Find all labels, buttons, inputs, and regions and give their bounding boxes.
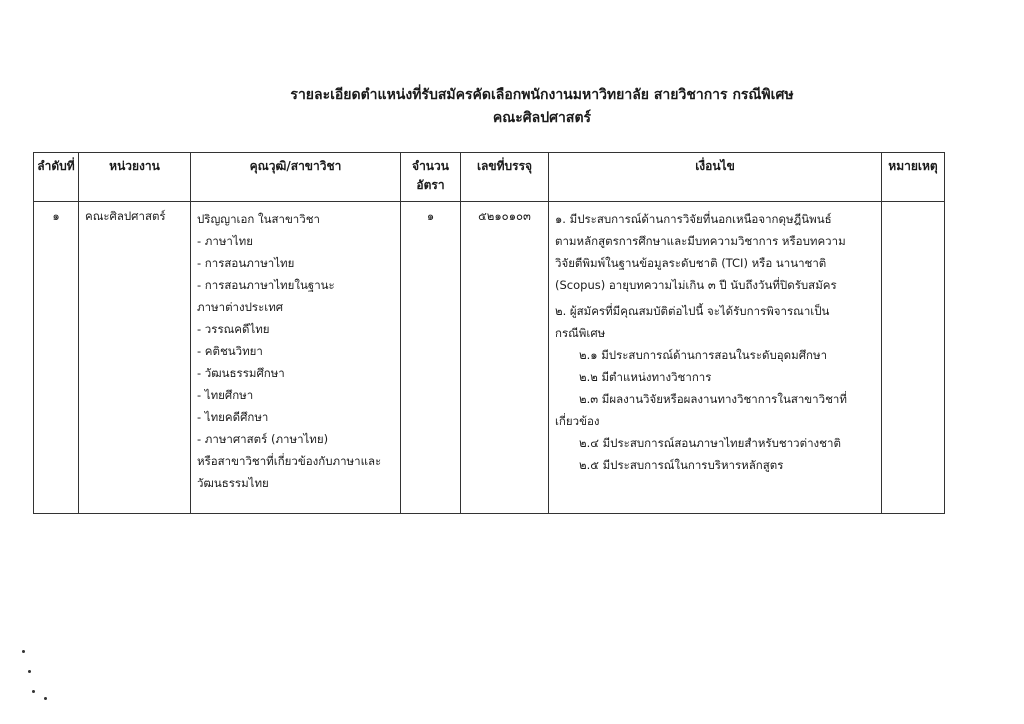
qualification-line: หรือสาขาวิชาที่เกี่ยวข้องกับภาษาและ: [197, 454, 382, 468]
condition-subitem: ๒.๑ มีประสบการณ์ด้านการสอนในระดับอุดมศึกษา: [579, 348, 828, 362]
cell-conditions: [549, 202, 882, 514]
cell-count: ๑: [401, 202, 461, 514]
scan-speck: [44, 697, 47, 700]
table-row: [34, 202, 945, 514]
document-title: รายละเอียดตำแหน่งที่รับสมัครคัดเลือกพนักงานมหาวิทยาลัย สายวิชาการ กรณีพิเศษ: [290, 87, 794, 103]
condition-line: เกี่ยวข้อง: [555, 414, 600, 428]
qualification-line: - วรรณคดีไทย: [197, 322, 270, 336]
cell-remarks: [882, 202, 945, 514]
header-remarks: หมายเหตุ: [882, 153, 945, 202]
condition-line: ๒. ผู้สมัครที่มีคุณสมบัติต่อไปนี้ จะได้รับการพิจารณาเป็น: [555, 304, 830, 318]
condition-line: กรณีพิเศษ: [555, 326, 606, 340]
qualification-line: วัฒนธรรมไทย: [197, 476, 269, 490]
condition-subitem: ๒.๒ มีตำแหน่งทางวิชาการ: [579, 370, 712, 384]
condition-line: (Scopus) อายุบทความไม่เกิน ๓ ปี นับถึงวันที่ปิดรับสมัคร: [555, 278, 837, 292]
scan-speck: [28, 670, 31, 673]
header-conditions: เงื่อนไข: [549, 153, 882, 202]
qualification-line: - ไทยคดีศึกษา: [197, 410, 269, 424]
header-unit: หน่วยงาน: [79, 153, 191, 202]
header-position-no: เลขที่บรรจุ: [461, 153, 549, 202]
qualification-line: - ไทยศึกษา: [197, 388, 254, 402]
table-header-row: [34, 153, 945, 202]
qualification-line: - การสอนภาษาไทยในฐานะ: [197, 278, 335, 292]
condition-subitem: ๒.๔ มีประสบการณ์สอนภาษาไทยสำหรับชาวต่างชาติ: [579, 436, 841, 450]
cell-position-no: ๕๒๑๐๑๐๓: [461, 202, 549, 514]
condition-subitem: ๒.๓ มีผลงานวิจัยหรือผลงานทางวิชาการในสาขาวิชาที่: [579, 392, 847, 406]
scan-speck: [32, 690, 35, 693]
cell-order: ๑: [34, 202, 79, 514]
condition-line: ๑. มีประสบการณ์ด้านการวิจัยที่นอกเหนือจากดุษฎีนิพนธ์: [555, 212, 832, 226]
qualification-line: ภาษาต่างประเทศ: [197, 300, 284, 314]
condition-subitem: ๒.๕ มีประสบการณ์ในการบริหารหลักสูตร: [579, 458, 784, 472]
header-order: ลำดับที่: [34, 153, 79, 202]
header-qualification: คุณวุฒิ/สาขาวิชา: [191, 153, 401, 202]
positions-table: [33, 152, 945, 514]
cell-qualification: [191, 202, 401, 514]
qualification-line: - การสอนภาษาไทย: [197, 256, 295, 270]
condition-line: ตามหลักสูตรการศึกษาและมีบทความวิชาการ หรือบทความ: [555, 234, 846, 248]
cell-unit: คณะศิลปศาสตร์: [79, 202, 191, 514]
document-subtitle: คณะศิลปศาสตร์: [492, 110, 592, 126]
header-count: จำนวนอัตรา: [401, 153, 461, 202]
qualification-line: - คติชนวิทยา: [197, 344, 263, 358]
qualification-line: - ภาษาไทย: [197, 234, 253, 248]
scan-speck: [22, 650, 25, 653]
qualification-line: - ภาษาศาสตร์ (ภาษาไทย): [197, 432, 329, 446]
condition-line: วิจัยตีพิมพ์ในฐานข้อมูลระดับชาติ (TCI) หรือ นานาชาติ: [555, 256, 827, 270]
qualification-line: ปริญญาเอก ในสาขาวิชา: [197, 212, 320, 226]
qualification-line: - วัฒนธรรมศึกษา: [197, 366, 285, 380]
